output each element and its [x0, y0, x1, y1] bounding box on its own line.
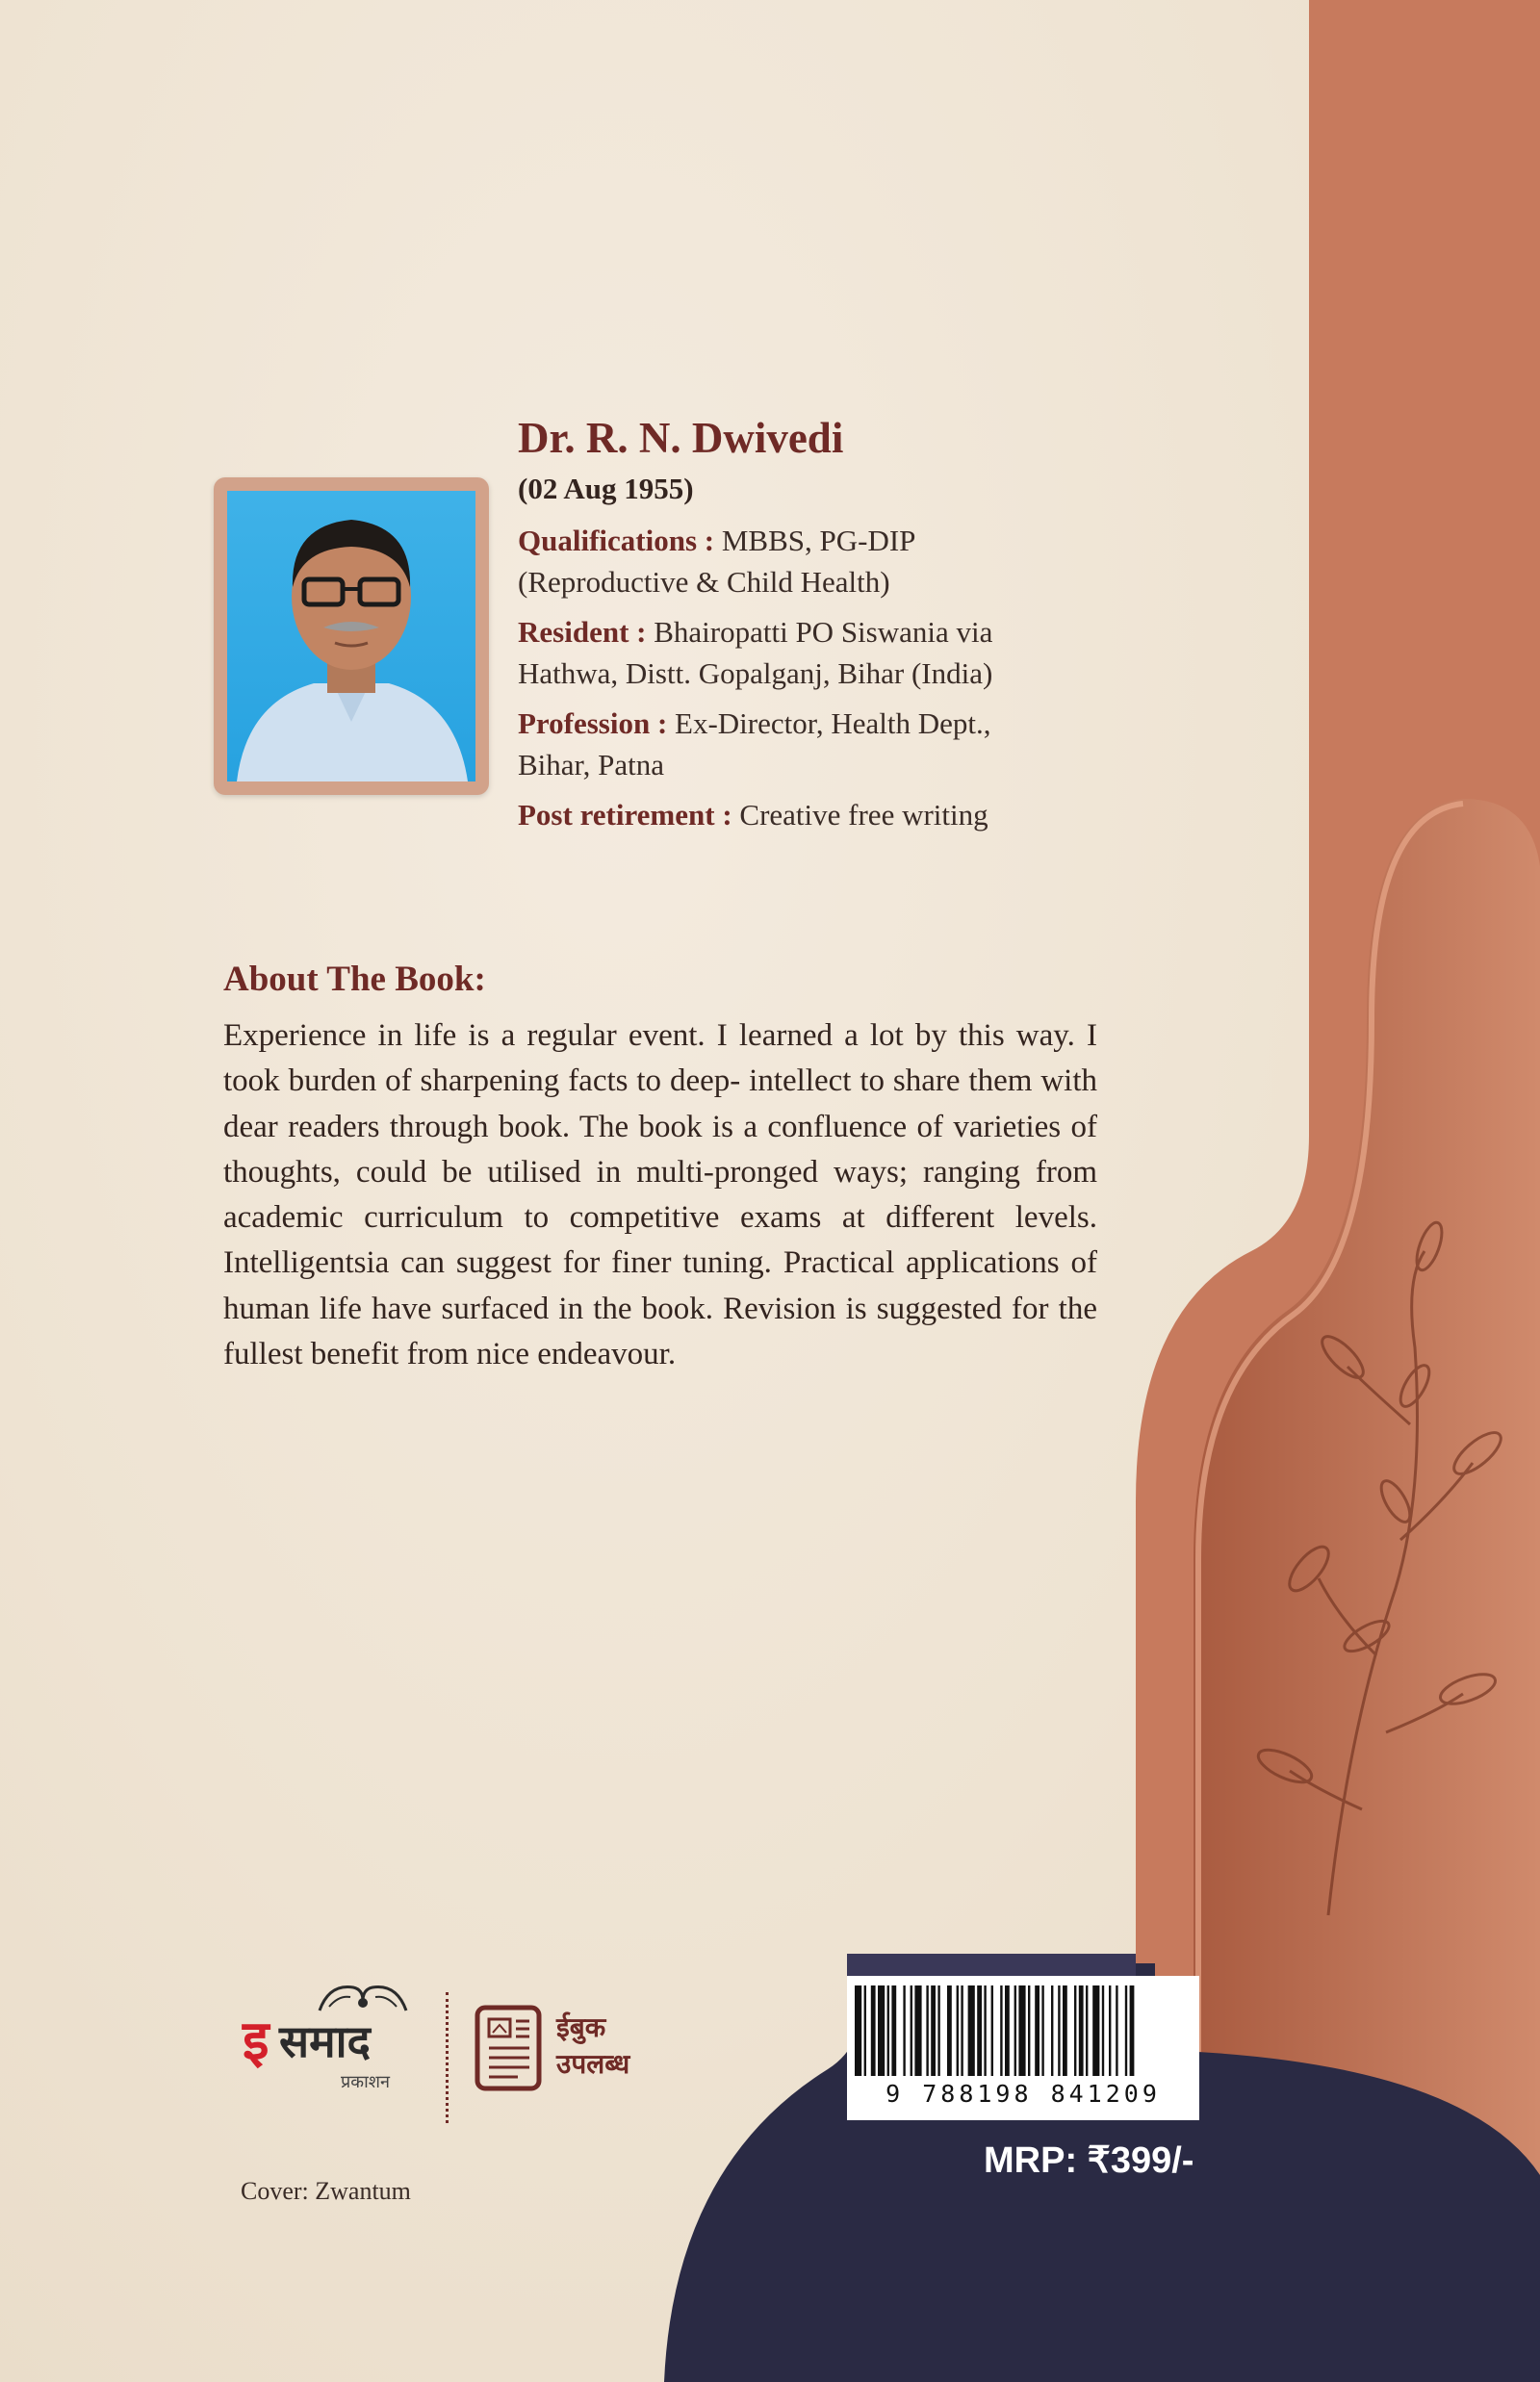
barcode-bar	[871, 1985, 876, 2076]
barcode-bar	[1018, 1985, 1025, 2076]
barcode-bar	[1005, 1985, 1010, 2076]
barcode-bar	[1092, 1985, 1099, 2076]
barcode-bar	[1074, 1985, 1076, 2076]
qualifications-value: MBBS, PG-DIP	[721, 524, 916, 557]
author-photo	[227, 491, 475, 781]
barcode-bar	[1086, 1985, 1088, 2076]
barcode-bar	[931, 1985, 936, 2076]
ebook-line-2: उपलब्ध	[556, 2048, 630, 2080]
logo-main: समाद	[279, 2015, 371, 2067]
barcode-bar	[864, 1985, 866, 2076]
qualifications-label: Qualifications :	[518, 524, 715, 557]
barcode-bar	[937, 1985, 939, 2076]
qualifications-value-2: (Reproductive & Child Health)	[518, 565, 890, 599]
barcode-bar	[903, 1985, 905, 2076]
barcode-bar	[887, 1985, 889, 2076]
isbn-barcode	[847, 1976, 1199, 2120]
barcode-bar	[878, 1985, 885, 2076]
info-qualifications	[518, 520, 1115, 602]
resident-label: Resident :	[518, 615, 647, 649]
barcode-bar	[1063, 1985, 1067, 2076]
barcode-bar	[1116, 1985, 1117, 2076]
barcode-bar	[957, 1985, 959, 2076]
barcode-bar	[961, 1985, 962, 2076]
barcode-bar	[1130, 1985, 1135, 2076]
profession-value-2: Bihar, Patna	[518, 748, 665, 781]
about-text: Experience in life is a regular event. I learned a lot by this way. I took burden of sharpening facts to deep- intellect to share them with dear readers through book. The book is a confluence of varieties of thoughts, could be utilised in multi-pronged ways; ranging from academic curriculum to competitive exams at different levels. Intelligentsia can suggest for finer tuning. Practical applications of human life have surfaced in the book. Revision is suggested for the fullest benefit from nice endeavour.	[223, 1018, 1097, 1372]
cover-credit: Cover: Zwantum	[241, 2177, 411, 2205]
barcode-bar	[855, 1985, 861, 2076]
author-info	[518, 409, 1115, 835]
barcode-bar	[1035, 1985, 1040, 2076]
barcode-bar	[991, 1985, 993, 2076]
price-label: MRP: ₹399/-	[984, 2140, 1194, 2181]
barcode-bar	[1041, 1985, 1043, 2076]
barcode-bar	[1028, 1985, 1030, 2076]
logo-sub: प्रकाशन	[341, 2072, 390, 2092]
about-book	[223, 956, 1097, 1377]
info-profession	[518, 703, 1115, 785]
publisher-logo	[243, 1978, 440, 2132]
barcode-bar	[947, 1985, 952, 2076]
barcode-bar	[1000, 1985, 1002, 2076]
author-dob: (02 Aug 1955)	[518, 472, 694, 505]
barcode-bar	[926, 1985, 928, 2076]
barcode-bar	[1125, 1985, 1127, 2076]
barcode-bars	[847, 1976, 1199, 2080]
barcode-bar	[914, 1985, 921, 2076]
resident-value: Bhairopatti PO Siswania via	[654, 615, 993, 649]
logo-divider	[446, 1992, 449, 2123]
logo-emblem-icon	[310, 1978, 416, 2016]
barcode-bar	[1058, 1985, 1060, 2076]
barcode-bar	[984, 1985, 986, 2076]
barcode-bar	[977, 1985, 982, 2076]
logo-prefix: इ	[243, 2010, 270, 2072]
ebook-icon	[474, 2004, 543, 2092]
info-post-retirement	[518, 794, 1115, 835]
barcode-bar	[1079, 1985, 1084, 2076]
barcode-bar	[1102, 1985, 1104, 2076]
barcode-digits: 9 788198 841209	[886, 2080, 1161, 2108]
barcode-bar	[1109, 1985, 1111, 2076]
resident-value-2: Hathwa, Distt. Gopalganj, Bihar (India)	[518, 656, 993, 690]
author-name: Dr. R. N. Dwivedi	[518, 414, 844, 462]
profession-value: Ex-Director, Health Dept.,	[675, 706, 991, 740]
barcode-bar	[891, 1985, 896, 2076]
ebook-available-label	[556, 2010, 629, 2083]
info-resident	[518, 611, 1115, 694]
post-retirement-value: Creative free writing	[739, 798, 988, 832]
barcode-bar	[1051, 1985, 1053, 2076]
barcode-bar	[911, 1985, 912, 2076]
barcode-bar	[1014, 1985, 1016, 2076]
about-title: About The Book:	[223, 960, 486, 999]
barcode-bar	[968, 1985, 975, 2076]
ebook-line-1: ईबुक	[556, 2011, 606, 2043]
post-retirement-label: Post retirement :	[518, 798, 732, 832]
author-photo-frame	[214, 477, 489, 795]
profession-label: Profession :	[518, 706, 668, 740]
